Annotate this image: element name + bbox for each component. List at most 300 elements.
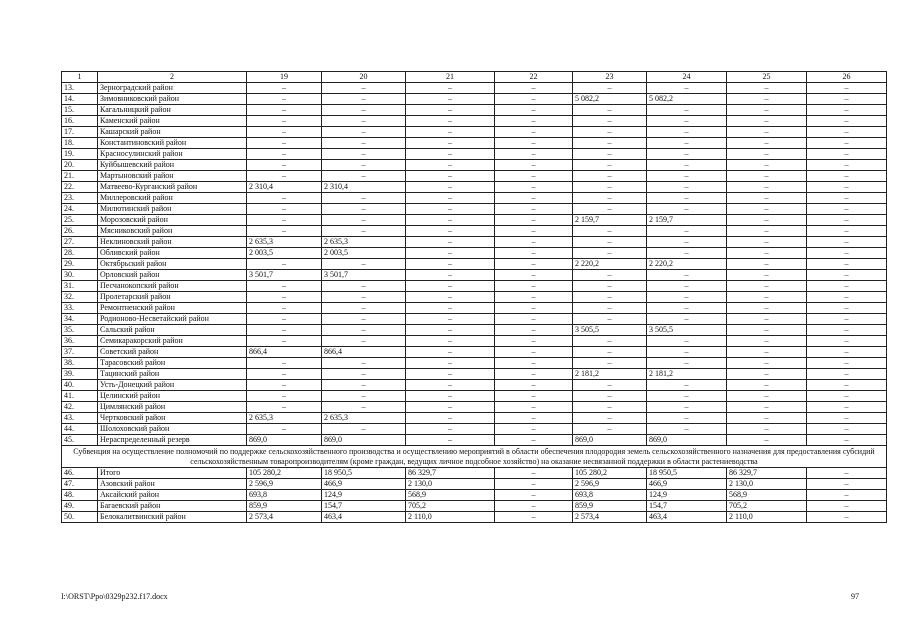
value-cell: – bbox=[322, 336, 406, 347]
value-cell: – bbox=[247, 336, 322, 347]
value-cell: 2 110,0 bbox=[406, 512, 495, 523]
value-cell: – bbox=[647, 149, 727, 160]
district-name-cell: Милютинский район bbox=[98, 204, 247, 215]
value-cell: – bbox=[573, 160, 647, 171]
value-cell: – bbox=[247, 259, 322, 270]
value-cell: – bbox=[406, 369, 495, 380]
value-cell: – bbox=[495, 380, 573, 391]
value-cell: – bbox=[727, 270, 807, 281]
value-cell: – bbox=[247, 380, 322, 391]
value-cell: – bbox=[807, 149, 887, 160]
district-name-cell: Тацинский район bbox=[98, 369, 247, 380]
value-cell: 23 bbox=[573, 72, 647, 83]
value-cell: – bbox=[807, 259, 887, 270]
value-cell: – bbox=[727, 127, 807, 138]
value-cell: – bbox=[647, 424, 727, 435]
value-cell: – bbox=[406, 281, 495, 292]
value-cell: 20 bbox=[322, 72, 406, 83]
row-number-cell: 33. bbox=[62, 303, 98, 314]
value-cell: – bbox=[727, 94, 807, 105]
value-cell: – bbox=[322, 380, 406, 391]
value-cell: – bbox=[247, 171, 322, 182]
value-cell: 2 159,7 bbox=[573, 215, 647, 226]
value-cell: – bbox=[406, 182, 495, 193]
value-cell: – bbox=[495, 149, 573, 160]
value-cell: 2 130,0 bbox=[727, 479, 807, 490]
value-cell: – bbox=[573, 182, 647, 193]
value-cell: – bbox=[647, 127, 727, 138]
table-row bbox=[62, 105, 887, 116]
value-cell: – bbox=[573, 314, 647, 325]
budget-table bbox=[61, 71, 887, 523]
table-row bbox=[62, 424, 887, 435]
value-cell: – bbox=[247, 160, 322, 171]
row-number-cell: 49. bbox=[62, 501, 98, 512]
value-cell: – bbox=[647, 413, 727, 424]
value-cell: – bbox=[495, 83, 573, 94]
value-cell: – bbox=[406, 336, 495, 347]
row-number-cell: 27. bbox=[62, 237, 98, 248]
value-cell: – bbox=[647, 83, 727, 94]
value-cell: – bbox=[495, 479, 573, 490]
table-row bbox=[62, 314, 887, 325]
value-cell: – bbox=[406, 138, 495, 149]
value-cell: – bbox=[727, 204, 807, 215]
value-cell: – bbox=[406, 226, 495, 237]
value-cell: – bbox=[247, 116, 322, 127]
row-number-cell: 31. bbox=[62, 281, 98, 292]
value-cell: – bbox=[495, 402, 573, 413]
row-number-cell: 17. bbox=[62, 127, 98, 138]
value-cell: – bbox=[573, 270, 647, 281]
value-cell: – bbox=[406, 314, 495, 325]
value-cell: 2 159,7 bbox=[647, 215, 727, 226]
value-cell: 2 596,9 bbox=[573, 479, 647, 490]
value-cell: – bbox=[807, 105, 887, 116]
table-row bbox=[62, 215, 887, 226]
value-cell: – bbox=[807, 193, 887, 204]
row-number-cell: 50. bbox=[62, 512, 98, 523]
value-cell: – bbox=[727, 314, 807, 325]
value-cell: 25 bbox=[727, 72, 807, 83]
table-row bbox=[62, 490, 887, 501]
table-row bbox=[62, 160, 887, 171]
value-cell: – bbox=[727, 248, 807, 259]
value-cell: – bbox=[807, 127, 887, 138]
row-number-cell: 22. bbox=[62, 182, 98, 193]
value-cell: – bbox=[807, 226, 887, 237]
value-cell: – bbox=[727, 402, 807, 413]
value-cell: – bbox=[727, 380, 807, 391]
value-cell: – bbox=[247, 292, 322, 303]
district-name-cell: Константиновский район bbox=[98, 138, 247, 149]
district-name-cell: Шолоховский район bbox=[98, 424, 247, 435]
value-cell: – bbox=[247, 369, 322, 380]
value-cell: – bbox=[247, 358, 322, 369]
value-cell: 105 280,2 bbox=[247, 468, 322, 479]
value-cell: 18 950,5 bbox=[322, 468, 406, 479]
row-number-cell: 38. bbox=[62, 358, 98, 369]
value-cell: – bbox=[727, 292, 807, 303]
value-cell: – bbox=[247, 127, 322, 138]
table-row bbox=[62, 391, 887, 402]
table-row bbox=[62, 468, 887, 479]
value-cell: – bbox=[647, 105, 727, 116]
value-cell: 866,4 bbox=[247, 347, 322, 358]
district-name-cell: Азовский район bbox=[98, 479, 247, 490]
value-cell: 466,9 bbox=[322, 479, 406, 490]
value-cell: – bbox=[322, 424, 406, 435]
table-row bbox=[62, 501, 887, 512]
value-cell: 18 950,5 bbox=[647, 468, 727, 479]
value-cell: 2 573,4 bbox=[573, 512, 647, 523]
value-cell: – bbox=[495, 204, 573, 215]
value-cell: – bbox=[247, 314, 322, 325]
district-name-cell: Зимовниковский район bbox=[98, 94, 247, 105]
value-cell: – bbox=[495, 270, 573, 281]
value-cell: 869,0 bbox=[647, 435, 727, 446]
value-cell: – bbox=[247, 149, 322, 160]
value-cell: – bbox=[807, 369, 887, 380]
district-name-cell: Целинский район bbox=[98, 391, 247, 402]
table-row bbox=[62, 182, 887, 193]
value-cell: 705,2 bbox=[406, 501, 495, 512]
value-cell: – bbox=[495, 248, 573, 259]
value-cell: – bbox=[647, 226, 727, 237]
value-cell: 2 181,2 bbox=[647, 369, 727, 380]
value-cell: – bbox=[727, 259, 807, 270]
district-name-cell: Красносулинский район bbox=[98, 149, 247, 160]
value-cell: – bbox=[807, 160, 887, 171]
value-cell: – bbox=[647, 281, 727, 292]
value-cell: – bbox=[495, 116, 573, 127]
value-cell: – bbox=[247, 391, 322, 402]
value-cell: – bbox=[573, 424, 647, 435]
row-number-cell: 32. bbox=[62, 292, 98, 303]
value-cell: – bbox=[247, 303, 322, 314]
value-cell: – bbox=[727, 336, 807, 347]
value-cell: 3 501,7 bbox=[247, 270, 322, 281]
value-cell: 869,0 bbox=[573, 435, 647, 446]
value-cell: 24 bbox=[647, 72, 727, 83]
value-cell: – bbox=[495, 435, 573, 446]
value-cell: 154,7 bbox=[647, 501, 727, 512]
value-cell: – bbox=[495, 391, 573, 402]
table-row bbox=[62, 347, 887, 358]
value-cell: – bbox=[573, 380, 647, 391]
value-cell: – bbox=[573, 204, 647, 215]
value-cell: 2 635,3 bbox=[247, 237, 322, 248]
value-cell: – bbox=[322, 204, 406, 215]
value-cell: – bbox=[495, 193, 573, 204]
value-cell: – bbox=[807, 138, 887, 149]
value-cell: – bbox=[807, 281, 887, 292]
value-cell: – bbox=[573, 402, 647, 413]
value-cell: 2 635,3 bbox=[322, 413, 406, 424]
value-cell: – bbox=[807, 435, 887, 446]
value-cell: – bbox=[406, 424, 495, 435]
value-cell: 2 220,2 bbox=[573, 259, 647, 270]
value-cell: 19 bbox=[247, 72, 322, 83]
row-number-cell: 39. bbox=[62, 369, 98, 380]
value-cell: 866,4 bbox=[322, 347, 406, 358]
row-number-cell: 42. bbox=[62, 402, 98, 413]
district-name-cell: Морозовский район bbox=[98, 215, 247, 226]
value-cell: – bbox=[322, 83, 406, 94]
district-name-cell: Нераспределенный резерв bbox=[98, 435, 247, 446]
value-cell: – bbox=[495, 215, 573, 226]
table-row bbox=[62, 193, 887, 204]
header-row bbox=[62, 72, 887, 83]
value-cell: – bbox=[647, 336, 727, 347]
value-cell: – bbox=[727, 226, 807, 237]
value-cell: – bbox=[573, 149, 647, 160]
value-cell: – bbox=[647, 171, 727, 182]
district-name-cell: Чертковский район bbox=[98, 413, 247, 424]
value-cell: – bbox=[727, 347, 807, 358]
value-cell: – bbox=[495, 182, 573, 193]
value-cell: 2 635,3 bbox=[322, 237, 406, 248]
value-cell: – bbox=[247, 138, 322, 149]
value-cell: 2 181,2 bbox=[573, 369, 647, 380]
value-cell: – bbox=[573, 358, 647, 369]
value-cell: – bbox=[495, 226, 573, 237]
district-name-cell: Миллеровский район bbox=[98, 193, 247, 204]
table-row bbox=[62, 116, 887, 127]
value-cell: – bbox=[807, 94, 887, 105]
value-cell: – bbox=[406, 248, 495, 259]
value-cell: 466,9 bbox=[647, 479, 727, 490]
value-cell: – bbox=[322, 127, 406, 138]
value-cell: – bbox=[727, 138, 807, 149]
value-cell: – bbox=[727, 171, 807, 182]
value-cell: – bbox=[573, 127, 647, 138]
value-cell: – bbox=[807, 237, 887, 248]
row-number-cell: 13. bbox=[62, 83, 98, 94]
value-cell: 5 082,2 bbox=[647, 94, 727, 105]
district-name-cell: Октябрьский район bbox=[98, 259, 247, 270]
value-cell: – bbox=[406, 325, 495, 336]
value-cell: – bbox=[406, 237, 495, 248]
value-cell: – bbox=[573, 116, 647, 127]
district-name-cell: Аксайский район bbox=[98, 490, 247, 501]
value-cell: – bbox=[807, 270, 887, 281]
value-cell: – bbox=[647, 237, 727, 248]
value-cell: 26 bbox=[807, 72, 887, 83]
district-name-cell: Багаевский район bbox=[98, 501, 247, 512]
district-name-cell: Матвеево-Курганский район bbox=[98, 182, 247, 193]
table-row bbox=[62, 94, 887, 105]
row-number-cell: 23. bbox=[62, 193, 98, 204]
value-cell: – bbox=[322, 105, 406, 116]
value-cell: – bbox=[247, 94, 322, 105]
value-cell: – bbox=[647, 248, 727, 259]
district-name-cell: Куйбышевский район bbox=[98, 160, 247, 171]
value-cell: – bbox=[727, 369, 807, 380]
value-cell: – bbox=[406, 149, 495, 160]
value-cell: – bbox=[322, 94, 406, 105]
value-cell: – bbox=[807, 402, 887, 413]
value-cell: – bbox=[647, 347, 727, 358]
value-cell: – bbox=[495, 171, 573, 182]
value-cell: – bbox=[573, 391, 647, 402]
table-row bbox=[62, 402, 887, 413]
value-cell: – bbox=[406, 270, 495, 281]
value-cell: 2 130,0 bbox=[406, 479, 495, 490]
section-title: Субвенция на осуществление полномочий по поддержке сельскохозяйственного производства и осуществлению мероприятий в области обеспечения плодородия земель сельскохозяйственного назначения для предоставления субсидий сельскохозяйственным товаропроизводителям (кроме граждан, ведущих личное подсобное хозяйство) на оказание несвязанной поддержки в области растениеводства bbox=[62, 446, 887, 468]
value-cell: – bbox=[573, 171, 647, 182]
row-number-cell: 16. bbox=[62, 116, 98, 127]
value-cell: – bbox=[406, 127, 495, 138]
value-cell: 2 003,5 bbox=[247, 248, 322, 259]
value-cell: – bbox=[807, 424, 887, 435]
value-cell: – bbox=[322, 116, 406, 127]
value-cell: – bbox=[495, 127, 573, 138]
value-cell: – bbox=[647, 380, 727, 391]
value-cell: – bbox=[573, 248, 647, 259]
value-cell: – bbox=[727, 435, 807, 446]
value-cell: – bbox=[727, 193, 807, 204]
value-cell: – bbox=[573, 138, 647, 149]
row-number-cell: 44. bbox=[62, 424, 98, 435]
value-cell: – bbox=[647, 358, 727, 369]
value-cell: – bbox=[322, 303, 406, 314]
value-cell: – bbox=[495, 259, 573, 270]
row-number-cell: 35. bbox=[62, 325, 98, 336]
value-cell: – bbox=[495, 413, 573, 424]
value-cell: – bbox=[247, 193, 322, 204]
row-number-cell: 19. bbox=[62, 149, 98, 160]
value-cell: – bbox=[495, 512, 573, 523]
value-cell: – bbox=[247, 402, 322, 413]
row-number-cell: 14. bbox=[62, 94, 98, 105]
value-cell: – bbox=[727, 281, 807, 292]
value-cell: – bbox=[807, 182, 887, 193]
table-row bbox=[62, 303, 887, 314]
value-cell: – bbox=[322, 171, 406, 182]
value-cell: – bbox=[727, 424, 807, 435]
row-number-cell: 48. bbox=[62, 490, 98, 501]
value-cell: 2 310,4 bbox=[322, 182, 406, 193]
district-name-cell: Белокалитвинский район bbox=[98, 512, 247, 523]
table-row bbox=[62, 127, 887, 138]
table-row bbox=[62, 380, 887, 391]
value-cell: – bbox=[807, 479, 887, 490]
value-cell: – bbox=[727, 83, 807, 94]
value-cell: – bbox=[495, 347, 573, 358]
district-name-cell: Пролетарский район bbox=[98, 292, 247, 303]
district-name-cell: Песчанокопский район bbox=[98, 281, 247, 292]
value-cell: – bbox=[322, 160, 406, 171]
table-row bbox=[62, 369, 887, 380]
value-cell: – bbox=[322, 281, 406, 292]
value-cell: – bbox=[247, 215, 322, 226]
value-cell: – bbox=[406, 413, 495, 424]
district-name-cell: Цимлянский район bbox=[98, 402, 247, 413]
value-cell: – bbox=[406, 391, 495, 402]
value-cell: 2 220,2 bbox=[647, 259, 727, 270]
value-cell: 568,9 bbox=[727, 490, 807, 501]
value-cell: – bbox=[406, 435, 495, 446]
row-number-cell: 15. bbox=[62, 105, 98, 116]
value-cell: – bbox=[573, 83, 647, 94]
value-cell: – bbox=[495, 358, 573, 369]
value-cell: – bbox=[406, 380, 495, 391]
row-number-cell: 47. bbox=[62, 479, 98, 490]
row-number-cell: 30. bbox=[62, 270, 98, 281]
value-cell: – bbox=[495, 160, 573, 171]
value-cell: – bbox=[495, 237, 573, 248]
value-cell: – bbox=[727, 116, 807, 127]
value-cell: – bbox=[727, 413, 807, 424]
table-row bbox=[62, 149, 887, 160]
table-row bbox=[62, 226, 887, 237]
value-cell: – bbox=[495, 424, 573, 435]
value-cell: 869,0 bbox=[322, 435, 406, 446]
value-cell: 693,8 bbox=[573, 490, 647, 501]
value-cell: – bbox=[807, 358, 887, 369]
district-name-cell: Семикаракорский район bbox=[98, 336, 247, 347]
value-cell: – bbox=[647, 314, 727, 325]
value-cell: – bbox=[322, 391, 406, 402]
value-cell: – bbox=[573, 336, 647, 347]
value-cell: – bbox=[406, 303, 495, 314]
value-cell: – bbox=[647, 402, 727, 413]
row-number-cell: 28. bbox=[62, 248, 98, 259]
value-cell: – bbox=[647, 204, 727, 215]
value-cell: – bbox=[406, 160, 495, 171]
value-cell: 2 003,5 bbox=[322, 248, 406, 259]
value-cell: – bbox=[322, 259, 406, 270]
value-cell: – bbox=[647, 270, 727, 281]
row-number-cell: 20. bbox=[62, 160, 98, 171]
value-cell: – bbox=[807, 325, 887, 336]
value-cell: – bbox=[406, 94, 495, 105]
value-cell: – bbox=[495, 468, 573, 479]
table-row bbox=[62, 237, 887, 248]
value-cell: – bbox=[727, 160, 807, 171]
district-name-cell: Тарасовский район bbox=[98, 358, 247, 369]
value-cell: – bbox=[647, 292, 727, 303]
file-path-footer: I:\ORST\Ppo\0329p232.f17.docx bbox=[61, 592, 168, 601]
value-cell: – bbox=[247, 325, 322, 336]
district-name-cell: Итого bbox=[98, 468, 247, 479]
value-cell: – bbox=[406, 215, 495, 226]
district-name-cell: Обливский район bbox=[98, 248, 247, 259]
value-cell: – bbox=[406, 347, 495, 358]
value-cell: – bbox=[807, 380, 887, 391]
value-cell: – bbox=[406, 116, 495, 127]
row-number-cell: 18. bbox=[62, 138, 98, 149]
value-cell: – bbox=[322, 325, 406, 336]
table-row bbox=[62, 204, 887, 215]
value-cell: – bbox=[495, 303, 573, 314]
value-cell: – bbox=[727, 182, 807, 193]
value-cell: 869,0 bbox=[247, 435, 322, 446]
value-cell: 124,9 bbox=[647, 490, 727, 501]
value-cell: 705,2 bbox=[727, 501, 807, 512]
value-cell: – bbox=[727, 325, 807, 336]
value-cell: – bbox=[807, 292, 887, 303]
table-row bbox=[62, 248, 887, 259]
row-number-cell: 36. bbox=[62, 336, 98, 347]
value-cell: – bbox=[807, 468, 887, 479]
value-cell: 463,4 bbox=[322, 512, 406, 523]
value-cell: – bbox=[322, 292, 406, 303]
value-cell: – bbox=[807, 215, 887, 226]
value-cell: – bbox=[807, 248, 887, 259]
district-name-cell: Советский район bbox=[98, 347, 247, 358]
